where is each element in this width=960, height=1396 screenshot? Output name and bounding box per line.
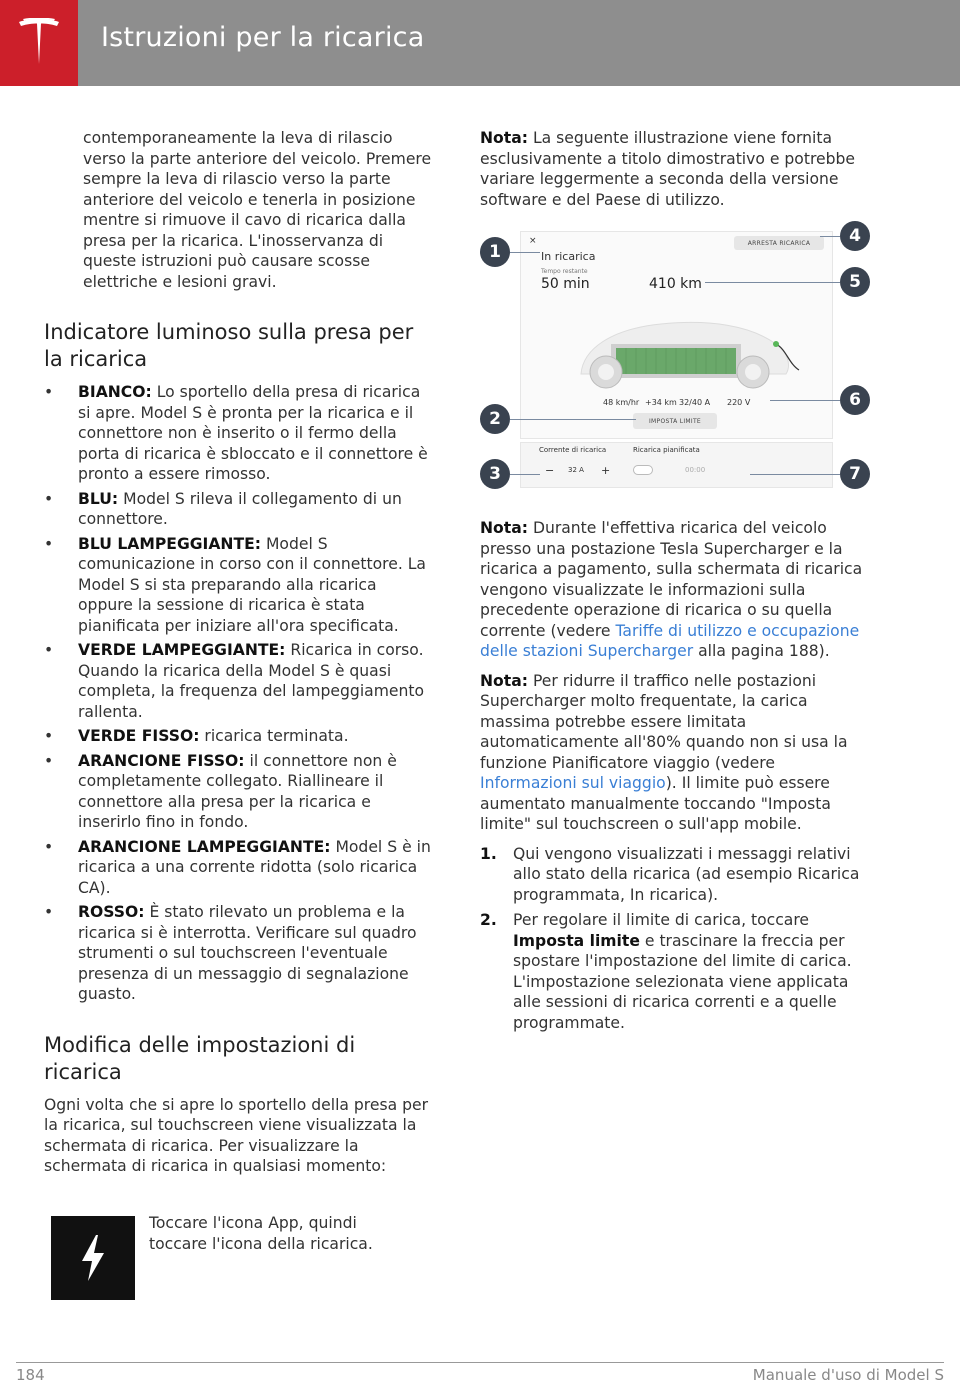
- item-text: Lo sportello della presa di ricarica si apre. Model S è pronta per la ricarica e il connettore non è inserito o il fermo della porta di ricarica è sbloccato e il connettore è pronto a essere rimosso.: [78, 383, 428, 483]
- page-number: 184: [16, 1366, 45, 1384]
- list-item: [44, 726, 436, 747]
- callout-line: [510, 474, 540, 475]
- list-item: [44, 640, 436, 722]
- item-text: il connettore non è completamente collegato. Riallineare il connettore alla presa per la ricarica e inserirlo fino in fondo.: [78, 751, 397, 831]
- document-title: Manuale d'uso di Model S: [752, 1366, 944, 1384]
- list-item: [44, 751, 436, 833]
- increase-current-button[interactable]: +: [601, 464, 611, 477]
- note-supercharger: [480, 518, 874, 662]
- note-charge-limit: [480, 671, 874, 835]
- scheduled-toggle[interactable]: [633, 465, 653, 475]
- range-added: +34 km: [645, 398, 677, 407]
- note-text: ). Il limite può essere aumentato manualmente toccando "Imposta limite" sul touchscreen o sull'app mobile.: [480, 774, 831, 833]
- set-limit-button[interactable]: IMPOSTA LIMITE: [633, 413, 717, 429]
- charge-rate: 48 km/hr: [603, 398, 640, 407]
- callout-line: [510, 252, 540, 253]
- car-battery-illustration: [571, 304, 801, 394]
- callout-line: [770, 400, 840, 401]
- callout-7: 7: [840, 459, 870, 489]
- note-label: Nota:: [480, 129, 528, 147]
- section-heading-indicator: Indicatore luminoso sulla presa per la ricarica: [44, 320, 414, 371]
- callout-5: 5: [840, 267, 870, 297]
- step-number: 1.: [480, 844, 497, 863]
- step-text: e trascinare la freccia per spostare l'impostazione del limite di carica. L'impostazione selezionata viene applicata alle sessioni di ricarica correnti e a quelle programmate.: [513, 931, 852, 1032]
- list-item: [44, 489, 436, 530]
- item-text: Ricarica in corso. Quando la ricarica della Model S è quasi completa, la frequenza del lampeggiamento rallenta.: [78, 641, 425, 721]
- section-heading-settings: Modifica delle impostazioni di ricarica: [44, 1032, 356, 1084]
- trip-info-link[interactable]: Informazioni sul viaggio: [480, 774, 666, 792]
- step-number: 2.: [480, 911, 497, 929]
- note-text: Per ridurre il traffico nelle postazioni Supercharger molto frequentate, la carica massima potrebbe essere limitata automaticamente all'80% quando non si usa la funzione Pianificatore viaggio (vedere: [480, 671, 848, 772]
- item-text: Model S è in ricarica a una corrente ridotta (solo ricarica CA).: [78, 837, 431, 897]
- app-instruction: Toccare l'icona App, quindi toccare l'icona della ricarica.: [149, 1214, 373, 1253]
- callout-line: [705, 282, 840, 283]
- list-item: [480, 910, 874, 1033]
- item-label: VERDE FISSO:: [78, 727, 200, 745]
- close-icon: ×: [529, 236, 537, 246]
- list-item: [44, 534, 436, 637]
- item-label: ARANCIONE FISSO:: [78, 751, 245, 770]
- callout-line: [510, 419, 636, 420]
- charge-voltage: 220 V: [727, 398, 751, 407]
- indicator-list: [44, 382, 436, 1005]
- scheduled-time: 00:00: [685, 466, 706, 474]
- item-label: ROSSO:: [78, 903, 145, 921]
- callout-1: 1: [480, 237, 510, 267]
- intro-paragraph: contemporaneamente la leva di rilascio verso la parte anteriore del veicolo. Premere sempre la leva di rilascio verso la parte anteriore del veicolo e tenerla in posizione mentre si rimuove il cavo di ricarica dalla presa per la ricarica. L'inosservanza di queste istruzioni può causare scosse elettriche e lesioni gravi.: [83, 129, 432, 291]
- current-value: 32 A: [568, 466, 584, 474]
- footer-divider: [16, 1362, 944, 1363]
- callout-6: 6: [840, 385, 870, 415]
- callout-line: [820, 236, 840, 237]
- step-text: Per regolare il limite di carica, toccare: [513, 911, 810, 929]
- item-label: ARANCIONE LAMPEGGIANTE:: [78, 837, 331, 856]
- item-text: Model S rileva il collegamento di un connettore.: [78, 489, 402, 528]
- list-item: [480, 844, 874, 906]
- callout-line: [750, 474, 840, 475]
- note-label: Nota:: [480, 671, 528, 690]
- item-label: VERDE LAMPEGGIANTE:: [78, 641, 286, 659]
- note-text: alla pagina 188).: [693, 642, 830, 660]
- tesla-logo-icon: [17, 18, 61, 68]
- time-remaining-label: Tempo restante: [541, 268, 588, 275]
- note-text: La seguente illustrazione viene fornita esclusivamente a titolo dimostrativo e potrebbe variare leggermente a seconda della versione software e del Paese di utilizzo.: [480, 129, 856, 209]
- charging-controls: [520, 442, 833, 488]
- charging-app-icon: [51, 1216, 135, 1300]
- callout-4: 4: [840, 221, 870, 251]
- callout-2: 2: [480, 404, 510, 434]
- list-item: [44, 382, 436, 485]
- step-text: Qui vengono visualizzati i messaggi relativi allo stato della ricarica (ad esempio Ricarica programmata, In ricarica).: [513, 844, 860, 904]
- note-illustration: [480, 128, 874, 210]
- current-label: Corrente di ricarica: [539, 446, 607, 454]
- page-title: Istruzioni per la ricarica: [101, 22, 425, 53]
- note-label: Nota:: [480, 519, 528, 537]
- charging-screen-figure: [480, 220, 874, 510]
- decrease-current-button[interactable]: −: [545, 464, 555, 477]
- item-label: BLU LAMPEGGIANTE:: [78, 534, 262, 553]
- step-bold-text: Imposta limite: [513, 931, 640, 950]
- steps-list: [480, 844, 874, 1034]
- note-text: Durante l'effettiva ricarica del veicolo presso una postazione Tesla Supercharger e la ricarica a pagamento, sulla schermata di ricarica vengono visualizzate le informazioni sulla precedente operazione di ricarica o su quella corrente (vedere: [480, 519, 863, 640]
- settings-paragraph: Ogni volta che si apre lo sportello della presa per la ricarica, sul touchscreen viene visualizzata la schermata di ricarica. Per visualizzare la schermata di ricarica in qualsiasi momento:: [44, 1095, 429, 1175]
- callout-3: 3: [480, 459, 510, 489]
- time-remaining-value: 50 min: [541, 276, 590, 292]
- charge-current: 32/40 A: [679, 398, 711, 407]
- list-item: [44, 837, 436, 899]
- right-column: [480, 128, 874, 1038]
- left-column: [44, 128, 436, 1177]
- charging-screen: [520, 231, 833, 439]
- charging-status: In ricarica: [541, 250, 596, 263]
- list-item: [44, 902, 436, 1005]
- stop-charging-button[interactable]: ARRESTA RICARICA: [734, 236, 824, 250]
- scheduled-label: Ricarica pianificata: [633, 446, 700, 454]
- item-label: BLU:: [78, 489, 119, 508]
- range-value: 410 km: [649, 276, 702, 292]
- item-text: ricarica terminata.: [199, 727, 349, 745]
- lightning-bolt-icon: [78, 1233, 108, 1283]
- item-label: BIANCO:: [78, 383, 152, 401]
- page-header: [0, 0, 960, 86]
- supercharger-fees-link[interactable]: Tariffe di utilizzo e occupazione delle stazioni Supercharger: [480, 621, 860, 660]
- item-text: Model S comunicazione in corso con il connettore. La Model S si sta preparando alla ricarica oppure la sessione di ricarica è stata pianificata per iniziare all'ora specificata.: [78, 534, 426, 635]
- tesla-logo: [0, 0, 78, 86]
- item-text: È stato rilevato un problema e la ricarica si è interrotta. Verificare sul quadro strumenti o sul touchscreen l'eventuale presenza di un messaggio di segnalazione guasto.: [78, 903, 417, 1003]
